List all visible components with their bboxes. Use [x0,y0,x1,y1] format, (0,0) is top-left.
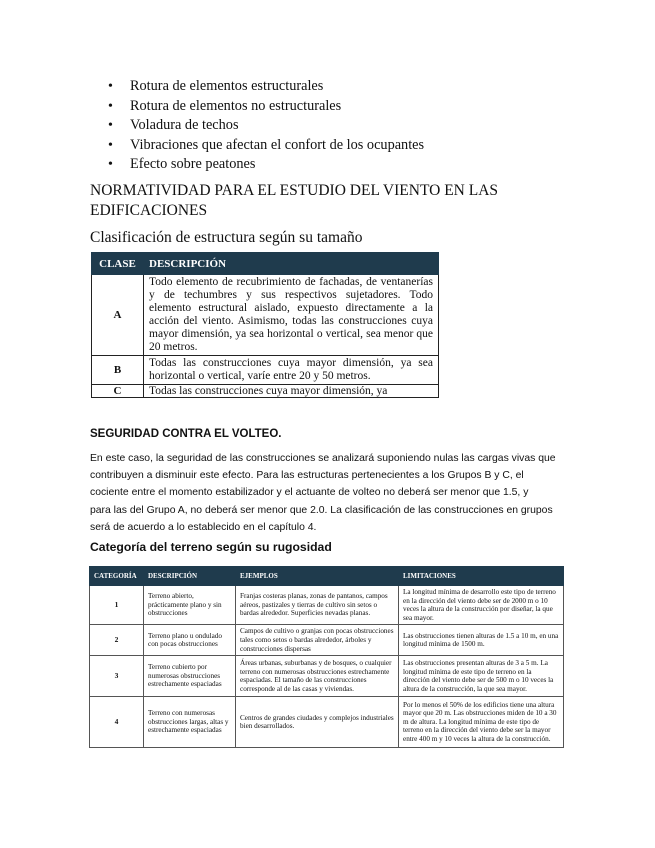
limitaciones-cell: La longitud mínima de desarrollo este tipo de terreno en la dirección del viento debe ser de 2000 m o 10 veces la altura de la construcción por diseñar, la que sea mayor. [399,586,564,625]
table-row [92,385,439,398]
descripcion-cell: Terreno plano u ondulado con pocas obstrucciones [144,625,236,656]
table-row [92,356,439,385]
ejemplos-cell: Franjas costeras planas, zonas de pantanos, campos aéreos, pastizales y tierras de cultivo sin setos o bardas alrededor. Superficies nevadas planas. [236,586,399,625]
clase-cell: C [92,385,144,398]
table-row [90,697,564,748]
table-row [90,656,564,697]
descripcion-cell: Terreno abierto, prácticamente plano y sin obstrucciones [144,586,236,625]
table-row [92,275,439,356]
table-header-row [90,567,564,586]
descripcion-cell: Todo elemento de recubrimiento de fachadas, de ventanerías y de techumbres y sus respectivos sujetadores. Todo elemento estructural aislado, expuesto directamente a la acción del viento. Asimismo, todas las construcciones cuya mayor dimensión, ya sea horizontal o vertical, sea menor que 20 metros. [144,275,439,356]
paragraph-line: será de acuerdo a lo establecido en el capítulo 4. [90,521,317,533]
categoria-heading: Categoría del terreno según su rugosidad [90,540,332,554]
descripcion-cell: Todas las construcciones cuya mayor dimensión, ya sea horizontal o vertical, varíe entre 20 y 50 metros. [144,356,439,385]
paragraph-line: cociente entre el momento estabilizador y el actuante de volteo no deberá ser menor que 1.5, y [90,487,529,499]
seguridad-heading: SEGURIDAD CONTRA EL VOLTEO. [90,428,282,440]
ejemplos-cell: Áreas urbanas, suburbanas y de bosques, o cualquier terreno con numerosas obstrucciones estrechamente espaciadas. El tamaño de las construcciones corresponde al de las casas y viviendas. [236,656,399,697]
list-item: • Efecto sobre peatones [108,155,424,175]
column-header-limitaciones: LIMITACIONES [399,567,564,586]
column-header-ejemplos: EJEMPLOS [236,567,399,586]
list-item: • Rotura de elementos estructurales [108,77,424,97]
categoria-cell: 1 [90,586,144,625]
list-item: • Rotura de elementos no estructurales [108,97,424,117]
limitaciones-cell: Las obstrucciones tienen alturas de 1.5 a 10 m, en una longitud mínima de 1500 m. [399,625,564,656]
normatividad-heading: NORMATIVIDAD PARA EL ESTUDIO DEL VIENTO EN LAS EDIFICACIONES [90,182,499,219]
column-header-categoria: CATEGORÍA [90,567,144,586]
descripcion-text: Todas las construcciones cuya mayor dimensión, ya [149,385,388,397]
bullet-icon: • [108,98,113,114]
categoria-cell: 2 [90,625,144,656]
seguridad-paragraph [90,450,568,536]
bullet-icon: • [108,137,113,153]
terrain-category-table [89,566,564,748]
table-row [90,625,564,656]
table-header-row [92,253,439,275]
clase-cell: A [92,275,144,356]
column-header-descripcion: DESCRIPCIÓN [144,567,236,586]
paragraph-line: En este caso, la seguridad de las construcciones se analizará suponiendo nulas las cargas vivas que [90,453,556,464]
list-item: • Voladura de techos [108,116,424,136]
descripcion-cell: Terreno cubierto por numerosas obstrucciones estrechamente espaciadas [144,656,236,697]
impact-bullet-list [108,77,424,175]
ejemplos-cell: Centros de grandes ciudades y complejos industriales bien desarrollados. [236,697,399,748]
ejemplos-cell: Campos de cultivo o granjas con pocas obstrucciones tales como setos o bardas alrededor, árboles y construcciones dispersas [236,625,399,656]
categoria-cell: 3 [90,656,144,697]
bullet-icon: • [108,118,113,134]
structure-size-table [91,252,439,398]
descripcion-cell: Terreno con numerosas obstrucciones largas, altas y estrechamente espaciadas [144,697,236,748]
clase-cell: B [92,356,144,385]
table-row [90,586,564,625]
bullet-icon: • [108,79,113,94]
list-item: • Vibraciones que afectan el confort de los ocupantes [108,136,424,156]
bullet-icon: • [108,157,113,173]
categoria-cell: 4 [90,697,144,748]
paragraph-line: contribuyen a disminuir este efecto. Para las estructuras pertenecientes a los Grupos B y C, el [90,470,524,482]
column-header-descripcion: DESCRIPCIÓN [144,253,439,275]
column-header-clase: CLASE [92,253,144,275]
descripcion-cell [144,385,439,398]
limitaciones-cell: Por lo menos el 50% de los edificios tiene una altura mayor que 20 m. Las obstrucciones miden de 10 a 30 m de altura. La longitud mínima de este tipo de terreno en la dirección del viento debe ser la mayor entre 400 m y 10 veces la altura de la construcción. [399,697,564,748]
limitaciones-cell: Las obstrucciones presentan alturas de 3 a 5 m. La longitud mínima de este tipo de terreno en la dirección del viento debe ser de 500 m o 10 veces la altura de la construcción, la que sea mayor. [399,656,564,697]
paragraph-line: para las del Grupo A, no deberá ser menor que 2.0. La clasificación de las construcciones en grupos [90,504,553,516]
clasificacion-heading: Clasificación de estructura según su tamaño [90,229,363,246]
